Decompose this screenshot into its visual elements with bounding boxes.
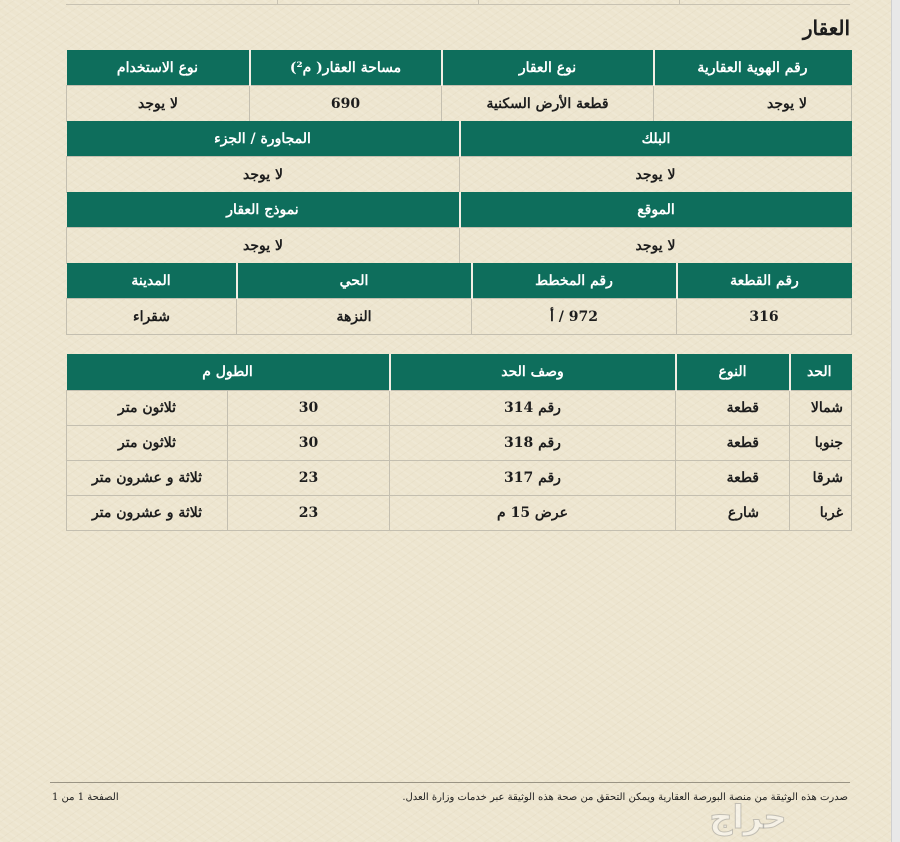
header-neighborhood-part: المجاورة / الجزء [67, 121, 460, 157]
page-edge [891, 0, 900, 842]
boundary-length-number: 30 [228, 391, 390, 426]
boundary-description: رقم 318 [390, 426, 676, 461]
header-property-model: نموذج العقار [67, 192, 460, 228]
boundary-type: شارع [676, 496, 790, 531]
header-location: الموقع [460, 192, 852, 228]
value-block: لا يوجد [460, 157, 852, 193]
property-table-row4 [66, 263, 852, 335]
table-row [67, 496, 852, 531]
boundary-length-words: ثلاثون متر [67, 426, 228, 461]
boundary-length-number: 23 [228, 461, 390, 496]
boundary-length-words: ثلاثة و عشرون متر [67, 496, 228, 531]
header-district: الحي [237, 263, 472, 299]
table-row [67, 461, 852, 496]
svg-text:حراج: حراج [709, 798, 787, 836]
previous-table-stub [66, 0, 850, 5]
value-property-id: لا يوجد [654, 86, 852, 122]
value-city: شقراء [67, 299, 237, 335]
boundary-direction: غربا [790, 496, 852, 531]
header-block: البلك [460, 121, 852, 157]
boundaries-table [66, 354, 852, 531]
value-property-model: لا يوجد [67, 228, 460, 264]
boundary-type: قطعة [676, 461, 790, 496]
boundary-type: قطعة [676, 426, 790, 461]
property-table-row3 [66, 192, 852, 264]
boundary-description: رقم 314 [390, 391, 676, 426]
header-boundary: الحد [790, 354, 852, 391]
value-property-type: قطعة الأرض السكنية [442, 86, 654, 122]
footer-divider [50, 782, 850, 783]
boundary-description: عرض 15 م [390, 496, 676, 531]
value-location: لا يوجد [460, 228, 852, 264]
header-usage-type: نوع الاستخدام [67, 50, 250, 86]
header-plot-number: رقم القطعة [677, 263, 852, 299]
header-property-id: رقم الهوية العقارية [654, 50, 852, 86]
boundary-direction: جنوبا [790, 426, 852, 461]
boundary-description: رقم 317 [390, 461, 676, 496]
header-property-type: نوع العقار [442, 50, 654, 86]
header-city: المدينة [67, 263, 237, 299]
boundary-direction: شرقا [790, 461, 852, 496]
header-boundary-description: وصف الحد [390, 354, 676, 391]
value-district: النزهة [237, 299, 472, 335]
haraj-watermark-logo [668, 794, 828, 838]
property-table-row1 [66, 50, 852, 122]
value-usage-type: لا يوجد [67, 86, 250, 122]
value-plan-number: 972 / أ [472, 299, 677, 335]
value-neighborhood-part: لا يوجد [67, 157, 460, 193]
boundary-direction: شمالا [790, 391, 852, 426]
header-property-area: مساحة العقار( م²) [250, 50, 442, 86]
section-title: العقار [802, 16, 850, 40]
header-length: الطول م [67, 354, 390, 391]
boundary-type: قطعة [676, 391, 790, 426]
table-row [67, 426, 852, 461]
boundary-length-words: ثلاثة و عشرون متر [67, 461, 228, 496]
footer-note: صدرت هذه الوثيقة من منصة البورصة العقارية ويمكن التحقق من صحة هذه الوثيقة عبر خدمات وزارة العدل. [402, 792, 848, 803]
page-number: الصفحة 1 من 1 [52, 792, 119, 803]
table-row [67, 391, 852, 426]
header-boundary-type: النوع [676, 354, 790, 391]
property-table-row2 [66, 121, 852, 193]
value-plot-number: 316 [677, 299, 852, 335]
boundary-length-words: ثلاثون متر [67, 391, 228, 426]
value-property-area: 690 [250, 86, 442, 122]
boundary-length-number: 30 [228, 426, 390, 461]
header-plan-number: رقم المخطط [472, 263, 677, 299]
boundary-length-number: 23 [228, 496, 390, 531]
